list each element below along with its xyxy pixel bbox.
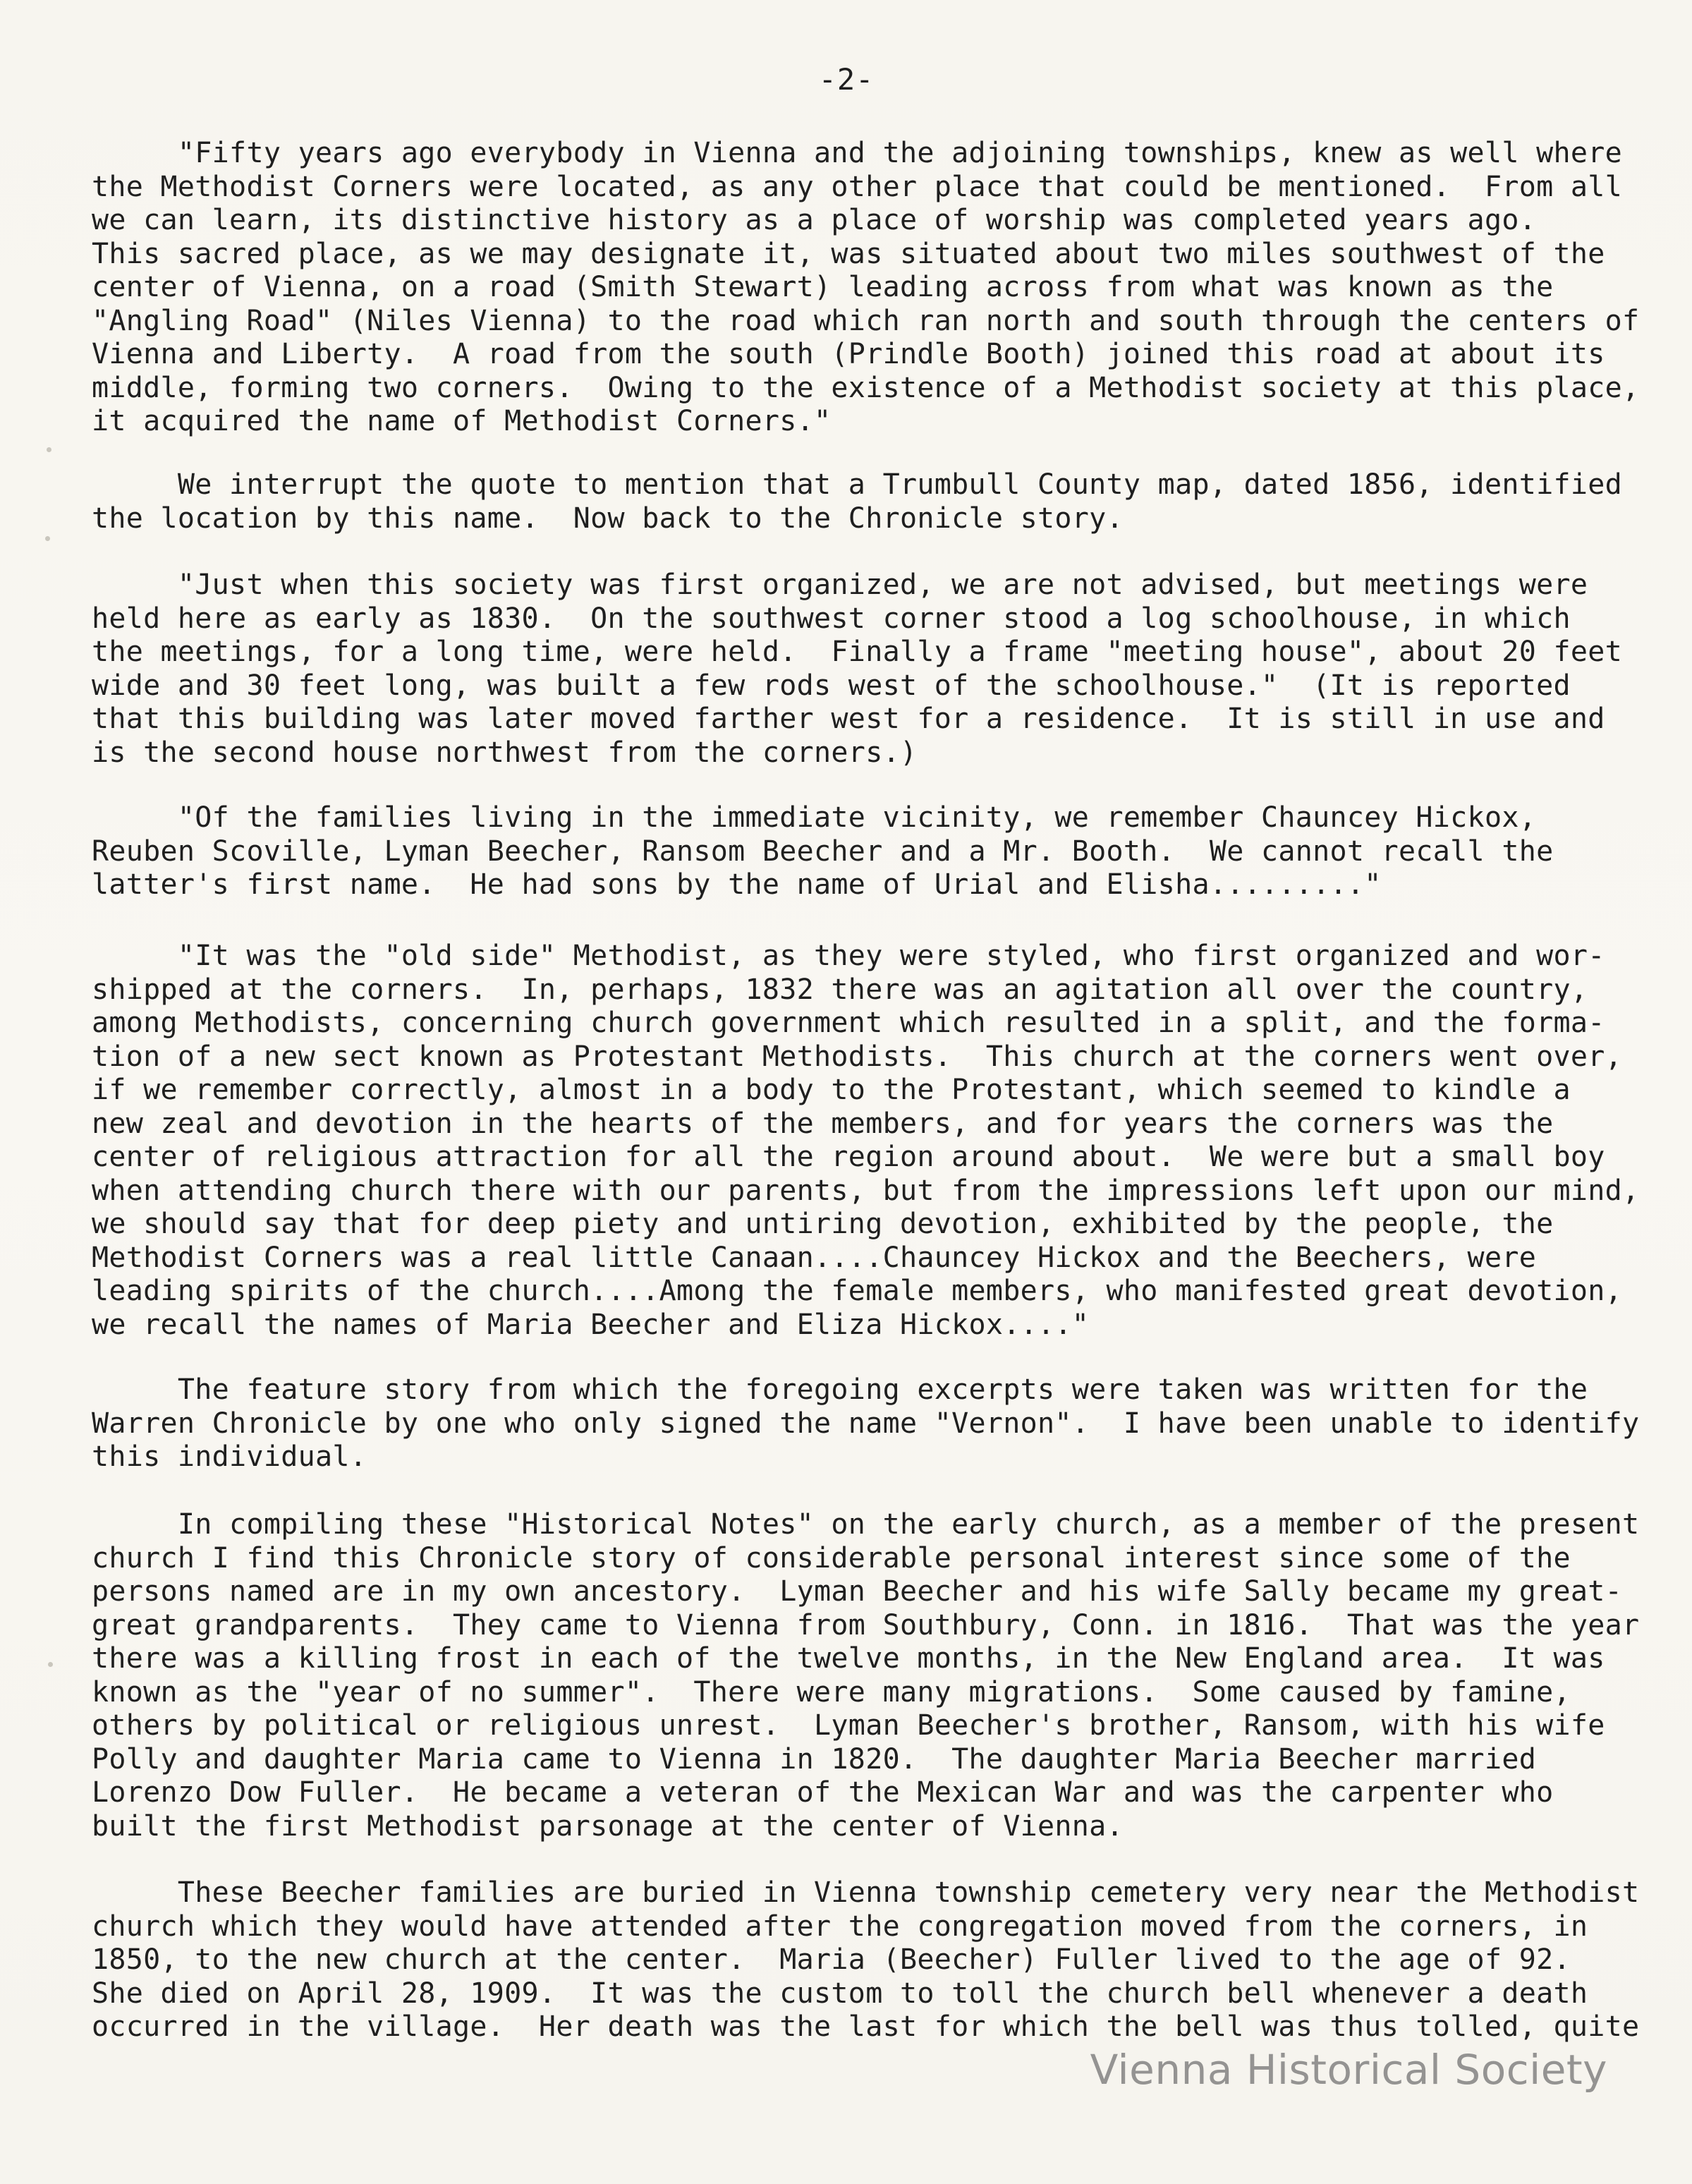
paragraph-families-vicinity: "Of the families living in the immediate vicinity, we remember Chauncey Hickox, Reuben Scoville, Lyman Beecher, Ransom Beecher and a Mr. Booth. We cannot recall the latter's first name. He had sons by the name of Urial and Elisha........." xyxy=(92,801,1554,901)
paragraph-society-organized: "Just when this society was first organized, we are not advised, but meetings were held here as early as 1830. On the southwest corner stood a log schoolhouse, in which the meetings, for a long time, were held. Finally a frame "meeting house", about 20 feet wide and 30 feet long, was built a few rods west of the schoolhouse." (It is reported that this building was later moved farther west for a residence. It is still in use and is the second house northwest from the corners.) xyxy=(92,569,1622,769)
paragraph-old-side-methodist: "It was the "old side" Methodist, as they were styled, who first organized and wor- shipped at the corners. In, perhaps, 1832 there was an agitation all over the country, among Methodists, concerning church government which resulted in a split, and the forma- tion of a new sect known as Protestant Methodists. This church at the corners went over, if we remember correctly, almost in a body to the Protestant, which seemed to kindle a new zeal and devotion in the hearts of the members, and for years the corners was the center of religious attraction for all the region around about. We were but a small boy when attending church there with our parents, but from the impressions left upon our mind, we should say that for deep piety and untiring devotion, exhibited by the people, the Methodist Corners was a real little Canaan....Chauncey Hickox and the Beechers, were leading spirits of the church....Among the female members, who manifested great devotion, we recall the names of Maria Beecher and Eliza Hickox...." xyxy=(92,940,1640,1341)
paper-speck xyxy=(48,1662,53,1667)
paragraph-trumbull-county-map: We interrupt the quote to mention that a Trumbull County map, dated 1856, identified the location by this name. Now back to the Chronicle story. xyxy=(92,468,1622,535)
paragraph-beecher-families-buried: These Beecher families are buried in Vienna township cemetery very near the Methodist church which they would have attended after the congregation moved from the corners, in 1850, to the new church at the center. Maria (Beecher) Fuller lived to the age of 92. She died on April 28, 1909. It was the custom to toll the church bell whenever a death occurred in the village. Her death was the last for which the bell was thus tolled, quite xyxy=(92,1876,1640,2043)
paragraph-feature-story-source: The feature story from which the foregoing excerpts were taken was written for the Warren Chronicle by one who only signed the name "Vernon". I have been unable to identify this individual. xyxy=(92,1373,1640,1473)
paragraph-methodist-corners-location: "Fifty years ago everybody in Vienna and the adjoining townships, knew as well where the Methodist Corners were located, as any other place that could be mentioned. From all we can learn, its distinctive history as a place of worship was completed years ago. This sacred place, as we may designate it, was situated about two miles southwest of the center of Vienna, on a road (Smith Stewart) leading across from what was known as the "Angling Road" (Niles Vienna) to the road which ran north and south through the centers of Vienna and Liberty. A road from the south (Prindle Booth) joined this road at about its middle, forming two corners. Owing to the existence of a Methodist society at this place, it acquired the name of Methodist Corners." xyxy=(92,137,1640,437)
page-number: -2- xyxy=(818,62,875,97)
paragraph-historical-notes-ancestry: In compiling these "Historical Notes" on the early church, as a member of the present church I find this Chronicle story of considerable personal interest since some of the persons named are in my own ancestory. Lyman Beecher and his wife Sally became my great- great grandparents. They came to Vienna from Southbury, Conn. in 1816. That was the year there was a killing frost in each of the twelve months, in the New England area. It was known as the "year of no summer". There were many migrations. Some caused by famine, others by political or religious unrest. Lyman Beecher's brother, Ransom, with his wife Polly and daughter Maria came to Vienna in 1820. The daughter Maria Beecher married Lorenzo Dow Fuller. He became a veteran of the Mexican War and was the carpenter who built the first Methodist parsonage at the center of Vienna. xyxy=(92,1508,1640,1843)
paper-speck xyxy=(45,536,50,541)
paper-speck xyxy=(47,447,51,452)
watermark-vienna-historical-society: Vienna Historical Society xyxy=(1090,2046,1607,2094)
